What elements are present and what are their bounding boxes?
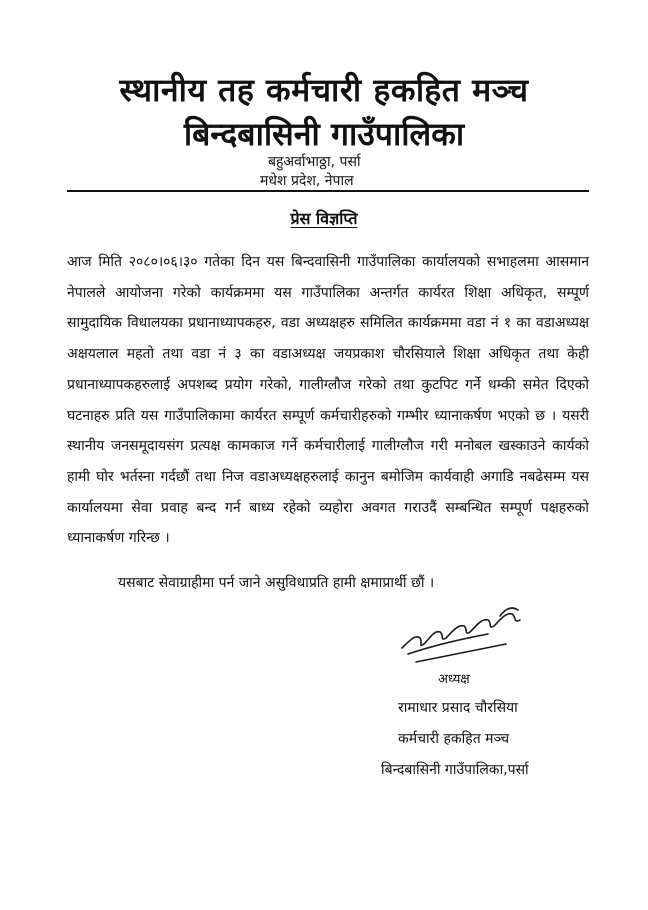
header-divider: [67, 190, 589, 192]
signatory-title: अध्यक्ष: [438, 672, 470, 687]
address-line-1: बहुअर्वाभाठ्ठा, पर्सा: [268, 154, 361, 170]
notice-body: आज मिति २०८०।०६।३० गतेका दिन यस बिन्दवासिनी गाउँपालिका कार्यालयको सभाहलमा आसमान नेपालले आयोजना गरेको कार्यक्रममा यस गाउँपालिका अन्तर्गत कार्यरत शिक्षा अधिकृत, सम्पूर्ण सामुदायिक विधालयका प्रधानाध्यापकहरु, वडा अध्यक्षहरु समिलित कार्यक्रममा वडा नं १ का वडाअध्यक्ष अक्षयलाल महतो तथा वडा नं ३ का वडाअध्यक्ष जयप्रकाश चौरसियाले शिक्षा अधिकृत तथा केही प्रधानाध्यापकहरुलाई अपशब्द प्रयोग गरेको, गालीग्लौज गरेको तथा कुटपिट गर्ने धम्की समेत दिएको घटनाहरु प्रति यस गाउँपालिकामा कार्यरत सम्पूर्ण कर्मचारीहरुको गम्भीर ध्यानाकर्षण भएको छ । यसरी स्थानीय जनसमूदायसंग प्रत्यक्ष कामकाज गर्ने कर्मचारीलाई गालीग्लौज गरी मनोबल खस्काउने कार्यको हामी घोर भर्तस्ना गर्दछौं तथा निज वडाअध्यक्षहरुलाई कानुन बमोजिम कार्यवाही अगाडि नबढेसम्म यस कार्यालयमा सेवा प्रवाह बन्द गर्न बाध्य रहेको व्यहोरा अवगत गराउदैं सम्बन्धित सम्पूर्ण पक्षहरुको ध्यानाकर्षण गरिन्छ ।: [67, 254, 589, 547]
address-line-2: मधेश प्रदेश, नेपाल: [260, 173, 354, 189]
organization-title: स्थानीय तह कर्मचारी हकहित मञ्च: [119, 71, 529, 109]
signatory-name: रामाधार प्रसाद चौरसिया: [398, 700, 518, 716]
municipality-title: बिन्दबासिनी गाउँपालिका: [183, 115, 465, 153]
signatory-organization: कर्मचारी हकहित मञ्च: [398, 731, 510, 747]
signatory-place: बिन्दबासिनी गाउँपालिका,पर्सा: [381, 762, 529, 778]
notice-heading-text: प्रेस विज्ञप्ति: [290, 209, 358, 228]
notice-closing: यसबाट सेवाग्राहीमा पर्न जाने असुविधाप्रति हामी क्षमाप्रार्थी छौं ।: [118, 575, 435, 591]
handwritten-signature: [396, 604, 536, 676]
notice-heading: [0, 207, 648, 229]
